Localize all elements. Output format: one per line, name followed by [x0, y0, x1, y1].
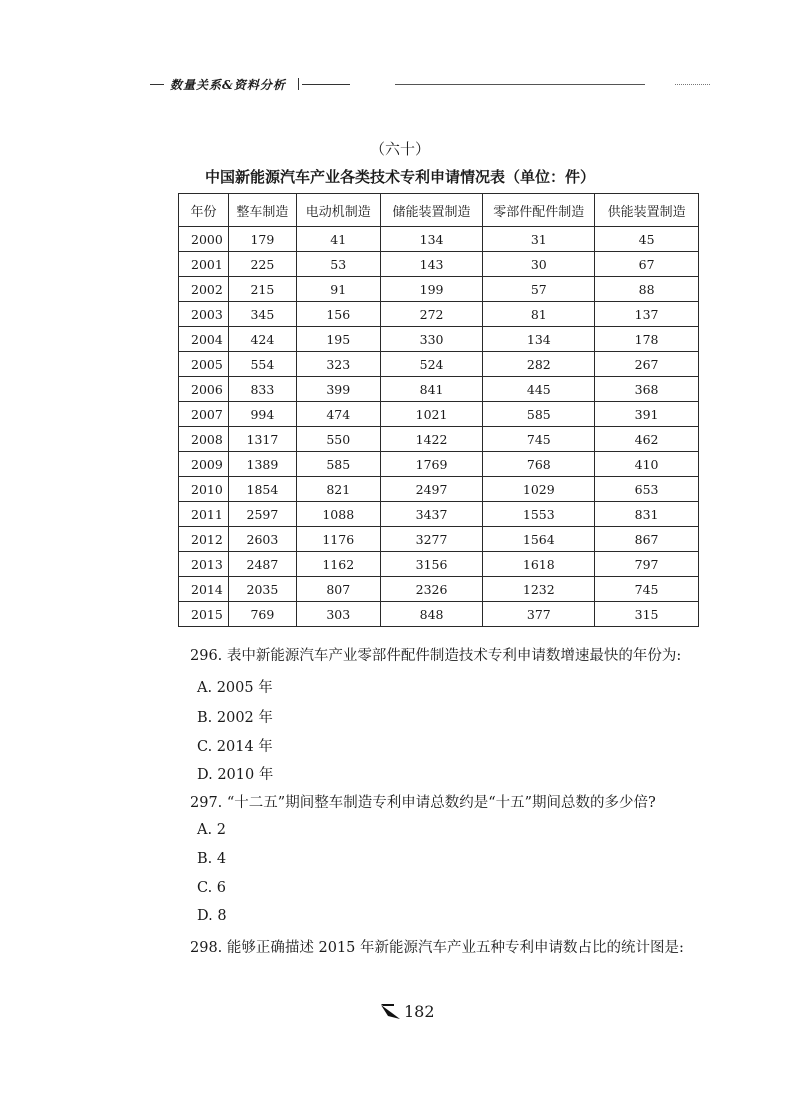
table-row — [179, 477, 699, 502]
value-cell: 225 — [228, 252, 296, 277]
page-number-text: 182 — [404, 1002, 435, 1021]
value-cell: 1389 — [228, 452, 296, 477]
value-cell: 53 — [296, 252, 380, 277]
value-cell: 1088 — [296, 502, 380, 527]
value-cell: 137 — [595, 302, 699, 327]
header-divider — [298, 78, 299, 90]
value-cell: 797 — [595, 552, 699, 577]
year-cell: 2002 — [179, 277, 229, 302]
value-cell: 330 — [380, 327, 483, 352]
value-cell: 2603 — [228, 527, 296, 552]
year-cell: 2012 — [179, 527, 229, 552]
column-header: 供能装置制造 — [595, 194, 699, 227]
value-cell: 199 — [380, 277, 483, 302]
table-body — [179, 227, 699, 627]
year-cell: 2008 — [179, 427, 229, 452]
value-cell: 807 — [296, 577, 380, 602]
value-cell: 1553 — [483, 502, 595, 527]
value-cell: 745 — [483, 427, 595, 452]
table-row — [179, 552, 699, 577]
year-cell: 2013 — [179, 552, 229, 577]
page-number — [380, 1002, 435, 1021]
value-cell: 2497 — [380, 477, 483, 502]
value-cell: 215 — [228, 277, 296, 302]
value-cell: 994 — [228, 402, 296, 427]
year-cell: 2006 — [179, 377, 229, 402]
value-cell: 1021 — [380, 402, 483, 427]
value-cell: 3437 — [380, 502, 483, 527]
table-header-row — [179, 194, 699, 227]
year-cell: 2009 — [179, 452, 229, 477]
value-cell: 1564 — [483, 527, 595, 552]
value-cell: 57 — [483, 277, 595, 302]
header-title: 数量关系&资料分析 — [170, 78, 286, 92]
table-row — [179, 377, 699, 402]
patent-table — [178, 193, 699, 627]
value-cell: 1162 — [296, 552, 380, 577]
option-b: B. 4 — [197, 851, 227, 867]
value-cell: 179 — [228, 227, 296, 252]
value-cell: 524 — [380, 352, 483, 377]
value-cell: 2597 — [228, 502, 296, 527]
value-cell: 653 — [595, 477, 699, 502]
value-cell: 41 — [296, 227, 380, 252]
section-number: （六十） — [369, 140, 430, 158]
year-cell: 2011 — [179, 502, 229, 527]
value-cell: 1029 — [483, 477, 595, 502]
value-cell: 833 — [228, 377, 296, 402]
value-cell: 391 — [595, 402, 699, 427]
question-298: 298. 能够正确描述 2015 年新能源汽车产业五种专利申请数占比的统计图是: — [190, 940, 684, 956]
value-cell: 841 — [380, 377, 483, 402]
value-cell: 195 — [296, 327, 380, 352]
table-row — [179, 427, 699, 452]
option-a: A. 2 — [197, 822, 226, 838]
value-cell: 821 — [296, 477, 380, 502]
value-cell: 3156 — [380, 552, 483, 577]
column-header: 储能装置制造 — [380, 194, 483, 227]
year-cell: 2010 — [179, 477, 229, 502]
value-cell: 134 — [483, 327, 595, 352]
option-c: C. 2014 年 — [197, 739, 273, 755]
option-a: A. 2005 年 — [197, 680, 273, 696]
value-cell: 303 — [296, 602, 380, 627]
year-cell: 2015 — [179, 602, 229, 627]
value-cell: 272 — [380, 302, 483, 327]
column-header: 零部件配件制造 — [483, 194, 595, 227]
value-cell: 769 — [228, 602, 296, 627]
value-cell: 554 — [228, 352, 296, 377]
value-cell: 585 — [296, 452, 380, 477]
year-cell: 2014 — [179, 577, 229, 602]
option-c: C. 6 — [197, 880, 227, 896]
value-cell: 2487 — [228, 552, 296, 577]
value-cell: 474 — [296, 402, 380, 427]
value-cell: 45 — [595, 227, 699, 252]
value-cell: 1854 — [228, 477, 296, 502]
value-cell: 831 — [595, 502, 699, 527]
value-cell: 178 — [595, 327, 699, 352]
value-cell: 2326 — [380, 577, 483, 602]
value-cell: 1618 — [483, 552, 595, 577]
value-cell: 410 — [595, 452, 699, 477]
value-cell: 1317 — [228, 427, 296, 452]
value-cell: 3277 — [380, 527, 483, 552]
value-cell: 315 — [595, 602, 699, 627]
value-cell: 134 — [380, 227, 483, 252]
value-cell: 282 — [483, 352, 595, 377]
value-cell: 143 — [380, 252, 483, 277]
value-cell: 156 — [296, 302, 380, 327]
table-row — [179, 277, 699, 302]
table-row — [179, 302, 699, 327]
value-cell: 91 — [296, 277, 380, 302]
table-row — [179, 352, 699, 377]
table-row — [179, 577, 699, 602]
value-cell: 585 — [483, 402, 595, 427]
option-b: B. 2002 年 — [197, 710, 273, 726]
value-cell: 345 — [228, 302, 296, 327]
pen-nib-icon — [380, 1003, 402, 1021]
year-cell: 2001 — [179, 252, 229, 277]
column-header: 年份 — [179, 194, 229, 227]
year-cell: 2000 — [179, 227, 229, 252]
table-row — [179, 502, 699, 527]
value-cell: 31 — [483, 227, 595, 252]
column-header: 整车制造 — [228, 194, 296, 227]
table-row — [179, 327, 699, 352]
question-296: 296. 表中新能源汽车产业零部件配件制造技术专利申请数增速最快的年份为: — [190, 648, 682, 664]
year-cell: 2003 — [179, 302, 229, 327]
value-cell: 323 — [296, 352, 380, 377]
header-lead-line — [150, 84, 164, 85]
value-cell: 550 — [296, 427, 380, 452]
header-rule — [675, 84, 710, 85]
year-cell: 2007 — [179, 402, 229, 427]
running-header — [150, 74, 710, 94]
value-cell: 1176 — [296, 527, 380, 552]
question-297: 297. “十二五”期间整车制造专利申请总数约是“十五”期间总数的多少倍? — [190, 795, 656, 811]
value-cell: 88 — [595, 277, 699, 302]
value-cell: 745 — [595, 577, 699, 602]
value-cell: 445 — [483, 377, 595, 402]
value-cell: 462 — [595, 427, 699, 452]
table-row — [179, 452, 699, 477]
option-d: D. 2010 年 — [197, 767, 274, 783]
value-cell: 848 — [380, 602, 483, 627]
column-header: 电动机制造 — [296, 194, 380, 227]
value-cell: 368 — [595, 377, 699, 402]
value-cell: 377 — [483, 602, 595, 627]
table-row — [179, 602, 699, 627]
option-d: D. 8 — [197, 908, 227, 924]
value-cell: 267 — [595, 352, 699, 377]
value-cell: 1232 — [483, 577, 595, 602]
value-cell: 399 — [296, 377, 380, 402]
value-cell: 1422 — [380, 427, 483, 452]
value-cell: 81 — [483, 302, 595, 327]
table-title: 中国新能源汽车产业各类技术专利申请情况表（单位：件） — [204, 168, 595, 186]
value-cell: 2035 — [228, 577, 296, 602]
table-row — [179, 527, 699, 552]
header-rule — [395, 84, 645, 85]
table-row — [179, 402, 699, 427]
value-cell: 768 — [483, 452, 595, 477]
table-row — [179, 227, 699, 252]
year-cell: 2005 — [179, 352, 229, 377]
value-cell: 67 — [595, 252, 699, 277]
value-cell: 424 — [228, 327, 296, 352]
table-row — [179, 252, 699, 277]
value-cell: 30 — [483, 252, 595, 277]
year-cell: 2004 — [179, 327, 229, 352]
value-cell: 867 — [595, 527, 699, 552]
value-cell: 1769 — [380, 452, 483, 477]
header-rule — [302, 84, 350, 85]
